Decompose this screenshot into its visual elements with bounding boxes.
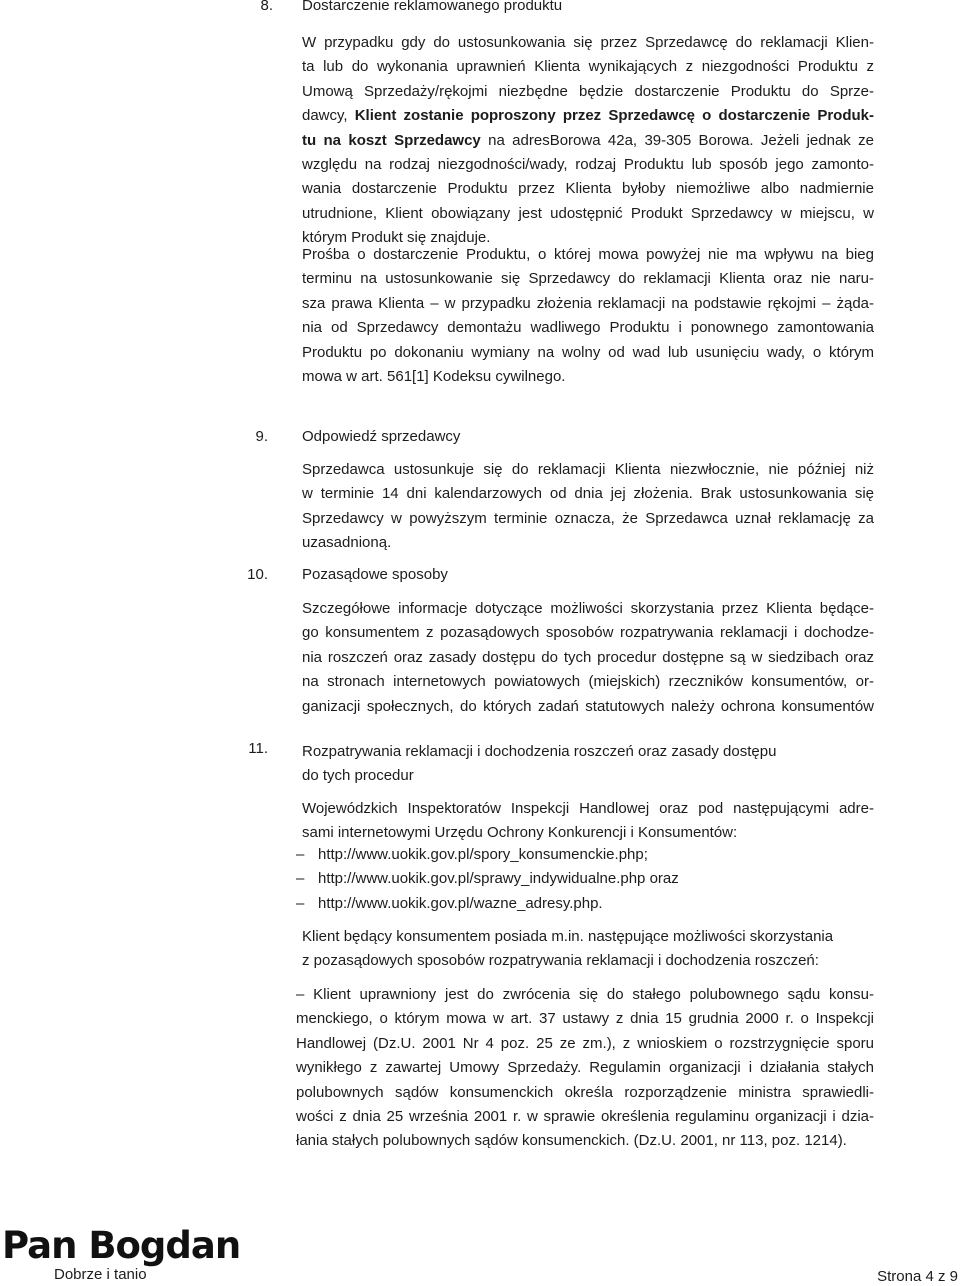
text-line: Umową Sprzedaży/rękojmi niezbędne będzie dostarczenie Produktu do Sprze- — [302, 82, 874, 100]
text-line: polubownych sądów konsumenckich określa rozporządzenie ministra sprawiedli- — [296, 1083, 874, 1101]
text-line: Prośba o dostarczenie Produktu, o której mowa powyżej nie ma wpływu na bieg — [302, 246, 874, 263]
text-line: – Klient uprawniony jest do zwrócenia się do stałego polubownego sądu konsu- — [296, 986, 874, 1003]
page-label: Strona — [877, 1268, 922, 1285]
text-line: którym Produkt się znajduje. — [302, 229, 491, 247]
heading-line: do tych procedur — [302, 767, 414, 785]
bold-text-run: Klient zostanie poproszony przez Sprzedawcę o dostarczenie Produk- — [354, 107, 874, 125]
url-text: http://www.uokik.gov.pl/spory_konsumenckie.php; — [318, 846, 648, 863]
text-line: Klient będący konsumentem posiada m.in. następujące możliwości skorzystania — [302, 928, 834, 945]
text-line: Sprzedawca ustosunkuje się do reklamacji Klienta niezwłocznie, nie później niż — [302, 461, 874, 478]
brand-logo: Pan Bogdan — [2, 1224, 241, 1267]
section-11-number: 11. — [248, 740, 268, 757]
url-text: http://www.uokik.gov.pl/wazne_adresy.php. — [318, 894, 603, 912]
heading-line: Rozpatrywania reklamacji i dochodzenia roszczeń oraz zasady dostępu — [302, 743, 777, 760]
text-line: Produktu po dokonaniu wymiany na wolny od wad lub usunięciu wady, o którym — [302, 343, 874, 361]
text-line: z pozasądowych sposobów rozpatrywania reklamacji i dochodzenia roszczeń: — [302, 952, 819, 970]
text-line: nia od Sprzedawcy demontażu wadliwego Produktu i ponownego zamontowania — [302, 319, 874, 337]
list-dash: – — [296, 894, 305, 912]
bold-text-run: tu na koszt Sprzedawcy — [302, 131, 481, 149]
page-number — [877, 1268, 958, 1285]
text-run: na adresBorowa 42a, 39-305 Borowa. Jeżeli jednak ze — [480, 131, 874, 149]
list-dash: – — [296, 870, 305, 888]
text-line: sami internetowymi Urzędu Ochrony Konkurencji i Konsumentów: — [302, 824, 738, 842]
brand-tagline: Dobrze i tanio — [54, 1266, 147, 1283]
page-total: 9 — [949, 1268, 958, 1285]
text-line: nia roszczeń oraz zasady dostępu do tych procedur dostępne są w siedzibach oraz — [302, 648, 874, 666]
text-line: na stronach internetowych powiatowych (miejskich) rzeczników konsumentów, or- — [302, 673, 874, 691]
text-line: sza prawa Klienta – w przypadku złożenia reklamacji na podstawie rękojmi – żąda- — [302, 294, 874, 312]
section-9-heading: Odpowiedź sprzedawcy — [302, 428, 461, 445]
section-11-consumer-paragraph — [302, 925, 862, 974]
text-line: ganizacji społecznych, do których zadań statutowych należy ochrona konsumentów — [302, 697, 874, 715]
text-line: w terminie 14 dni kalendarzowych od dnia jej złożenia. Brak ustosunkowania się — [302, 485, 874, 503]
text-line: Sprzedawcy w powyższym terminie oznacza, że Sprzedawca uznał reklamację za — [302, 509, 874, 527]
section-10-number: 10. — [247, 566, 268, 583]
text-line: względu na rodzaj niezgodności/wady, rodzaj Produktu lub sposób jego zamonto- — [302, 156, 874, 174]
text-line — [302, 104, 874, 128]
url-list-item — [296, 867, 679, 891]
url-text: http://www.uokik.gov.pl/sprawy_indywidualne.php oraz — [318, 870, 679, 888]
text-line: Handlowej (Dz.U. 2001 Nr 4 poz. 25 ze zm.), z wnioskiem o rozstrzygnięcie sporu — [296, 1034, 874, 1052]
text-line: menckiego, o którym mowa w art. 37 ustawy z dnia 15 grudnia 2000 r. o Inspekcji — [296, 1010, 874, 1028]
text-line: W przypadku gdy do ustosunkowania się przez Sprzedawcę do reklamacji Klien- — [302, 34, 874, 51]
section-11-intro — [302, 797, 874, 846]
text-line: łania stałych polubownych sądów konsumenckich. (Dz.U. 2001, nr 113, poz. 1214). — [296, 1132, 847, 1150]
section-8-number: 8. — [260, 0, 273, 14]
page-separator: z — [937, 1268, 946, 1285]
list-dash: – — [296, 846, 305, 863]
text-line: uzasadnioną. — [302, 534, 392, 552]
section-9-number: 9. — [255, 428, 268, 445]
section-9-paragraph — [302, 458, 874, 556]
section-11-court-paragraph — [296, 983, 874, 1154]
section-11-heading — [302, 740, 776, 789]
text-run: dawcy, — [302, 107, 355, 125]
url-list — [296, 843, 679, 916]
url-list-item — [296, 843, 679, 867]
text-line: go konsumentem z pozasądowych sposobów rozpatrywania reklamacji i dochodze- — [302, 624, 874, 642]
section-8-paragraph-2 — [302, 243, 874, 389]
text-line: wynikłego z zawartej Umowy Sprzedaży. Regulamin organizacji i działania stałych — [296, 1059, 874, 1077]
text-line: wości z dnia 25 września 2001 r. w sprawie określenia regulaminu organizacji i dzia- — [296, 1108, 874, 1126]
section-8-paragraph-1 — [302, 31, 874, 251]
section-10-heading: Pozasądowe sposoby — [302, 566, 448, 583]
text-line: Szczegółowe informacje dotyczące możliwości skorzystania przez Klienta będące- — [302, 600, 874, 617]
page-current: 4 — [925, 1268, 934, 1285]
text-line: mowa w art. 561[1] Kodeksu cywilnego. — [302, 368, 566, 386]
text-line: utrudnione, Klient obowiązany jest udostępnić Produkt Sprzedawcy w miejscu, w — [302, 204, 874, 222]
text-line — [302, 129, 874, 153]
text-line: Wojewódzkich Inspektoratów Inspekcji Handlowej oraz pod następującymi adre- — [302, 800, 874, 817]
section-8-heading: Dostarczenie reklamowanego produktu — [302, 0, 563, 14]
text-line: ta lub do wykonania uprawnień Klienta wynikających z niezgodności Produktu z — [302, 58, 874, 76]
text-line: terminu na ustosunkowanie się Sprzedawcy do reklamacji Klienta oraz nie naru- — [302, 270, 874, 288]
text-line: wania dostarczenie Produktu przez Klienta byłoby niemożliwe albo nadmiernie — [302, 180, 874, 198]
section-10-paragraph — [302, 597, 874, 719]
url-list-item — [296, 892, 679, 916]
